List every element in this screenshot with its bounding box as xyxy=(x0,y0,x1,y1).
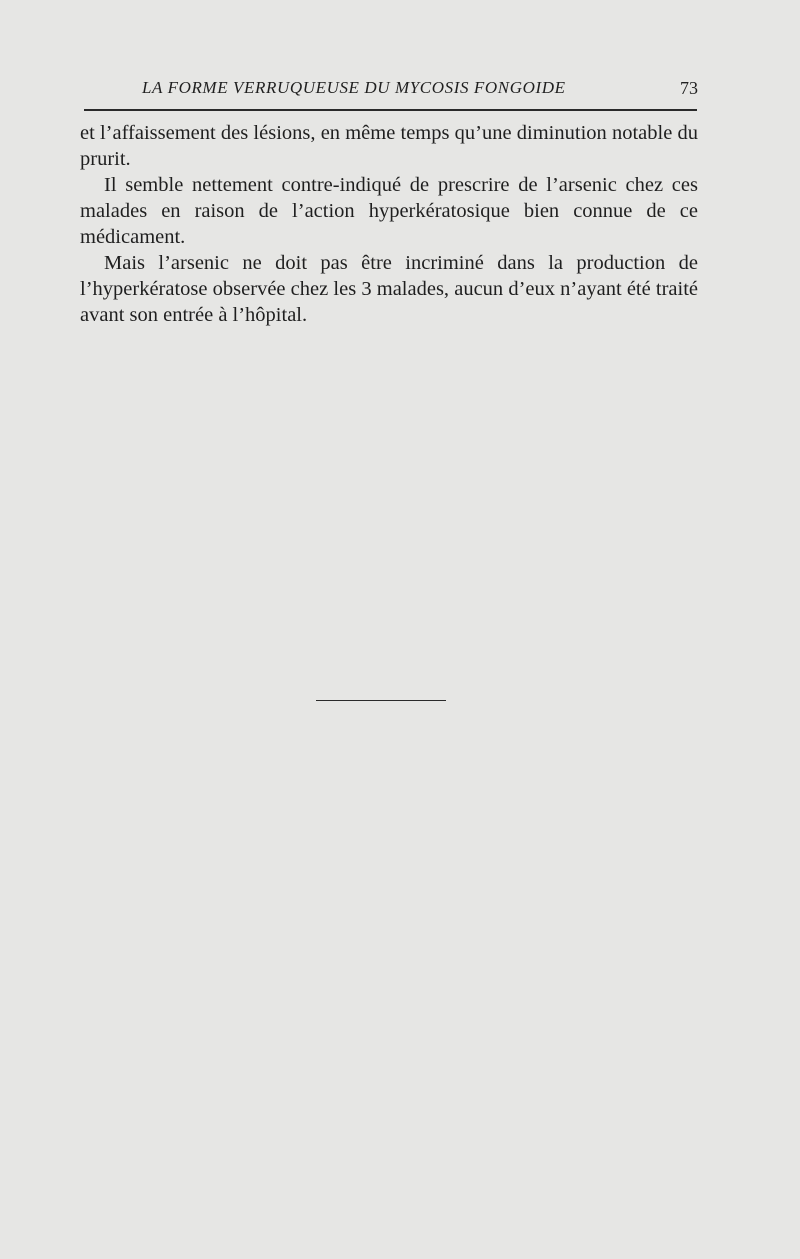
page-number: 73 xyxy=(680,78,698,98)
paragraph-arsenic-contraindication: Il semble nettement contre-indiqué de prescrire de l’arsenic chez ces malades en raison de l’action hyperkératosique bien connue de ce médicament. xyxy=(80,174,698,248)
body-text xyxy=(80,120,698,328)
paragraph-arsenic-not-cause: Mais l’arsenic ne doit pas être incriminé dans la production de l’hyperkératose observée chez les 3 malades, aucun d’eux n’ayant été traité avant son entrée à l’hôpital. xyxy=(80,252,698,326)
section-end-rule xyxy=(316,700,446,701)
page-header xyxy=(80,72,698,102)
running-title: LA FORME VERRUQUEUSE DU MYCOSIS FONGOIDE xyxy=(142,78,566,97)
paragraph-continuation: et l’affaissement des lésions, en même temps qu’une diminution notable du prurit. xyxy=(80,122,698,170)
header-rule xyxy=(84,109,697,111)
